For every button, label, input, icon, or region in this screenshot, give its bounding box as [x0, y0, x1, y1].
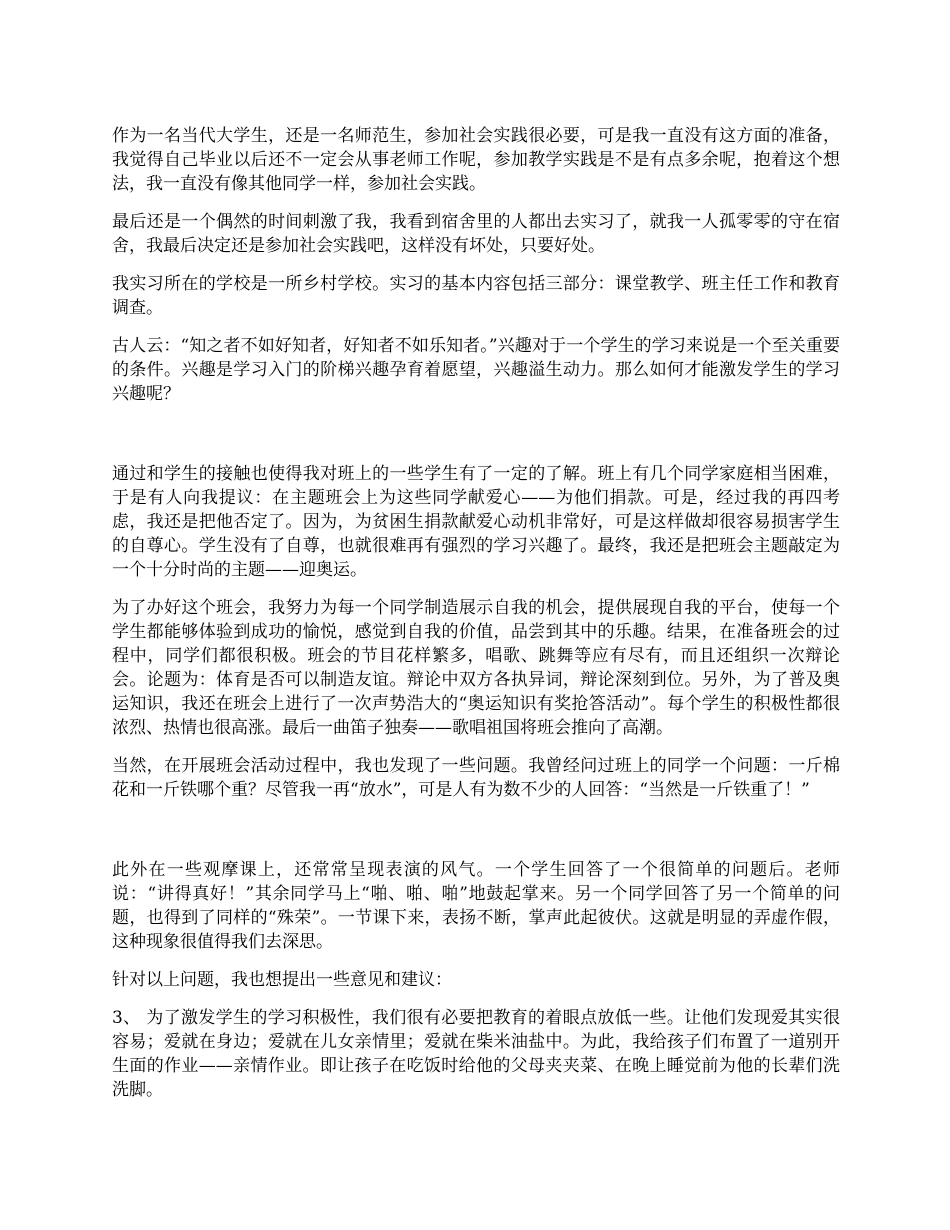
paragraph-observation-class: 此外在一些观摩课上，还常常呈现表演的风气。一个学生回答了一个很简单的问题后。老师说：“讲得真好！”其余同学马上“啪、啪、啪”地鼓起掌来。另一个同学回答了另一个简单的问题，也得到了同样的“殊荣”。一节课下来，表扬不断，掌声此起彼伏。这就是明显的弄虚作假，这种现象很值得我们去深思。: [112, 860, 840, 952]
paragraph-intro: 作为一名当代大学生，还是一名师范生，参加社会实践很必要，可是我一直没有这方面的准备，我觉得自己毕业以后还不一定会从事老师工作呢，参加教学实践是不是有点多余呢，抱着这个想法，我一直没有像其他同学一样，参加社会实践。: [112, 126, 840, 194]
paragraph-problems: 当然，在开展班会活动过程中，我也发现了一些问题。我曾经问过班上的同学一个问题：一斤棉花和一斤铁哪个重？尽管我一再“放水”，可是人有为数不少的人回答：“当然是一斤铁重了！”: [112, 756, 840, 800]
paragraph-suggestions-intro: 针对以上问题，我也想提出一些意见和建议：: [112, 970, 452, 990]
paragraph-class-meeting-prep: 为了办好这个班会，我努力为每一个同学制造展示自我的机会，提供展现自我的平台，使每一个学生都能够体验到成功的愉悦，感觉到自我的价值，品尝到其中的乐趣。结果，在准备班会的过程中，同学们都很积极。班会的节目花样繁多，唱歌、跳舞等应有尽有，而且还组织一次辩论会。论题为：体育是否可以制造友谊。辩论中双方各执异词，辩论深刻到位。另外，为了普及奥运知识，我还在班会上进行了一次声势浩大的“奥运知识有奖抢答活动”。每个学生的积极性都很浓烈、热情也很高涨。最后一曲笛子独奏——歌唱祖国将班会推向了高潮。: [112, 598, 840, 738]
paragraph-gap: [112, 816, 840, 858]
paragraph-gap: [112, 420, 840, 462]
paragraph-interest: 古人云：“知之者不如好知者，好知者不如乐知者。”兴趣对于一个学生的学习来说是一个至关重要的条件。兴趣是学习入门的阶梯兴趣孕育着愿望，兴趣溢生动力。那么如何才能激发学生的学习兴趣呢？: [112, 336, 840, 404]
paragraph-class-meeting-theme: 通过和学生的接触也使得我对班上的一些学生有了一定的了解。班上有几个同学家庭相当困难，于是有人向我提议：在主题班会上为这些同学献爱心——为他们捐款。可是，经过我的再四考虑，我还是把他否定了。因为，为贫困生捐款献爱心动机非常好，可是这样做却很容易损害学生的自尊心。学生没有了自尊，也就很难再有强烈的学习兴趣了。最终，我还是把班会主题敲定为一个十分时尚的主题——迎奥运。: [112, 464, 840, 580]
paragraph-decision: 最后还是一个偶然的时间刺激了我，我看到宿舍里的人都出去实习了，就我一人孤零零的守在宿舍，我最后决定还是参加社会实践吧，这样没有坏处，只要好处。: [112, 212, 840, 256]
document-page: [112, 124, 840, 1116]
paragraph-suggestion-3: 3、 为了激发学生的学习积极性，我们很有必要把教育的着眼点放低一些。让他们发现爱其实很容易；爱就在身边；爱就在儿女亲情里；爱就在柴米油盐中。为此，我给孩子们布置了一道别开生面的作业——亲情作业。即让孩子在吃饭时给他的父母夹夹菜、在晚上睡觉前为他的长辈们洗洗脚。: [112, 1008, 840, 1100]
paragraph-school: 我实习所在的学校是一所乡村学校。实习的基本内容包括三部分：课堂教学、班主任工作和教育调查。: [112, 274, 840, 318]
